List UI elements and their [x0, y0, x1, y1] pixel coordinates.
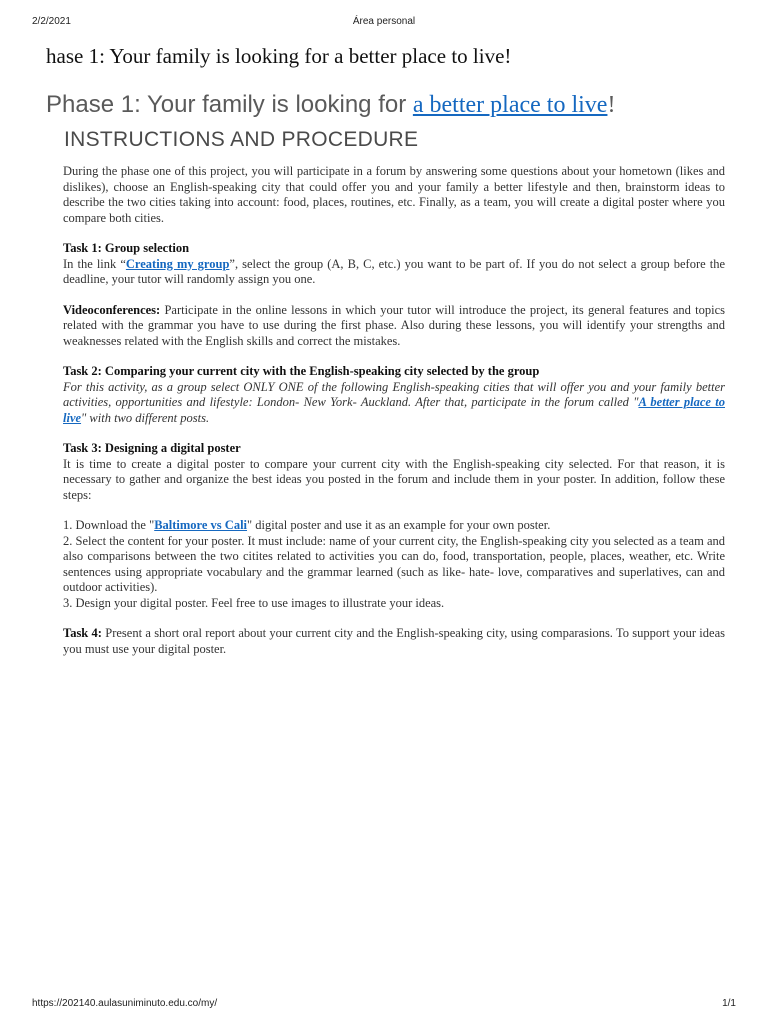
page-title-prefix: Phase 1: Your family is looking for	[46, 91, 413, 118]
videoconferences-block	[63, 303, 725, 350]
task4-block	[63, 626, 725, 657]
better-place-link[interactable]: a better place to live	[412, 92, 608, 118]
page-title-suffix: !	[607, 92, 616, 118]
task4-label: Task 4:	[63, 626, 102, 640]
task1-pre: In the link “	[63, 256, 126, 271]
print-url: https://202140.aulasuniminuto.edu.co/my/	[32, 998, 218, 1009]
print-date: 2/2/2021	[32, 16, 71, 27]
intro-paragraph: During the phase one of this project, you will participate in a forum by answering some questions about your hometown (likes and dislikes), choose an English-speaking city that could offer you and your family a better lifestyle and then, brainstorm ideas to describe the two cities taking into account: food, places, routines, etc. Finally, as a team, you will create a digital poster where you compare both cities.	[63, 164, 725, 225]
a-better-place-link[interactable]: A better place to live	[63, 395, 725, 425]
task3-step1	[63, 518, 725, 534]
step1-pre: 1. Download the "	[63, 518, 155, 532]
task1-heading: Task 1: Group selection	[63, 241, 190, 255]
task1-block	[63, 241, 725, 288]
baltimore-vs-cali-link[interactable]: Baltimore vs Cali	[154, 518, 248, 532]
step1-post: " digital poster and use it as an example for your own poster.	[247, 518, 551, 532]
task3-block	[63, 441, 725, 503]
task2-post: " with two different posts.	[81, 410, 210, 425]
task3-step3: 3. Design your digital poster. Feel free to use images to illustrate your ideas.	[63, 595, 445, 610]
task2-heading: Task 2: Comparing your current city with the English-speaking city selected by the group	[63, 364, 540, 378]
creating-my-group-link[interactable]: Creating my group	[125, 256, 230, 271]
videoconferences-label: Videoconferences:	[63, 302, 161, 317]
print-footer	[32, 998, 736, 1014]
print-header	[32, 16, 736, 32]
task2-block	[63, 364, 725, 426]
task4-text: Present a short oral report about your current city and the English-speaking city, using comparasions. To support your ideas you must use your digital poster.	[63, 626, 725, 656]
instructions-content	[63, 164, 725, 657]
page-title	[46, 90, 615, 120]
task3-step2: 2. Select the content for your poster. It must include: name of your current city, the English-speaking city you selected as a team and also comparisons between the two citites related to activities you can do, food, transportation, people, places, weather, etc. Write sentences using appropriate vocabulary and the grammar learned (such as like- hate- love, comparatives and superlatives, can and outdoor activities).	[63, 533, 725, 594]
task2-pre: For this activity, as a group select ONLY ONE of the following English-speaking cities that will offer you and your family better activities, opportunities and lifestyle: London- New York- Auckland. After that, participate in the forum called "	[63, 379, 725, 409]
task3-heading: Task 3: Designing a digital poster	[63, 441, 241, 455]
print-page-number: 1/1	[722, 998, 736, 1009]
task1-post: ”, select the group (A, B, C, etc.) you want to be part of. If you do not select a group before the deadline, your tutor will randomly assign you one.	[63, 256, 725, 286]
task3-text: It is time to create a digital poster to compare your current city with the English-speaking city selected. For that reason, it is necessary to gather and organize the best ideas you posted in the forum and include them in your poster. In addition, follow these steps:	[63, 456, 725, 502]
breadcrumb: hase 1: Your family is looking for a better place to live!	[46, 44, 512, 68]
videoconferences-text: Participate in the online lessons in which your tutor will introduce the project, its general features and topics related with the grammar you have to use during the first phase. Also during these lessons, you will identify your strengths and weaknesses related with the English skills and correct the mistakes.	[63, 302, 725, 348]
print-title: Área personal	[352, 16, 416, 27]
section-title: INSTRUCTIONS AND PROCEDURE	[64, 128, 419, 151]
